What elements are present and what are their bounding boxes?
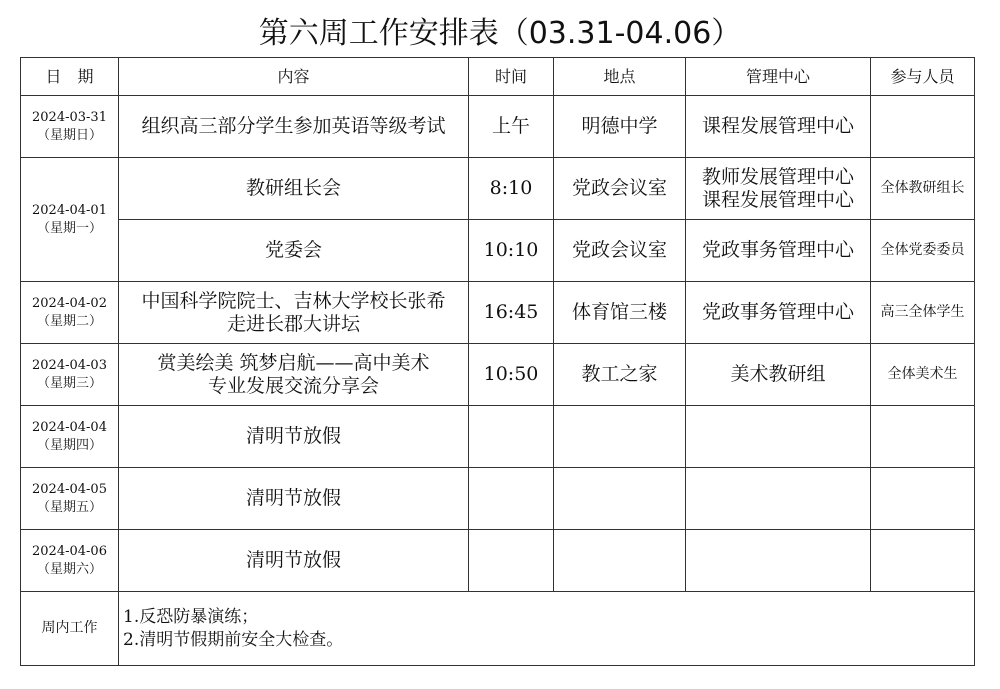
date-text: 2024-03-31 bbox=[32, 109, 107, 125]
center-cell: 教师发展管理中心 课程发展管理中心 bbox=[686, 158, 871, 220]
place-cell: 党政会议室 bbox=[554, 220, 686, 282]
footer-item: 2.清明节假期前安全大检查。 bbox=[123, 629, 344, 650]
content-cell: 中国科学院院士、吉林大学校长张希 走进长郡大讲坛 bbox=[119, 282, 469, 344]
date-text: 2024-04-04 bbox=[32, 419, 107, 435]
table-row bbox=[21, 96, 975, 158]
people-cell bbox=[871, 530, 975, 592]
people-cell bbox=[871, 468, 975, 530]
time-cell bbox=[469, 530, 554, 592]
weekday-text: （星期四） bbox=[36, 437, 102, 453]
weekday-text: （星期三） bbox=[36, 375, 102, 391]
content-cell: 党委会 bbox=[119, 220, 469, 282]
date-text: 2024-04-02 bbox=[32, 295, 107, 311]
time-cell: 10:50 bbox=[469, 344, 554, 406]
header-time: 时间 bbox=[469, 58, 554, 96]
place-cell: 教工之家 bbox=[554, 344, 686, 406]
weekday-text: （星期二） bbox=[36, 313, 102, 329]
content-cell: 清明节放假 bbox=[119, 406, 469, 468]
date-cell bbox=[21, 468, 119, 530]
place-cell: 党政会议室 bbox=[554, 158, 686, 220]
time-cell: 上午 bbox=[469, 96, 554, 158]
content-cell: 清明节放假 bbox=[119, 468, 469, 530]
content-cell: 清明节放假 bbox=[119, 530, 469, 592]
place-cell bbox=[554, 406, 686, 468]
center-cell bbox=[686, 468, 871, 530]
time-cell: 16:45 bbox=[469, 282, 554, 344]
center-cell: 美术教研组 bbox=[686, 344, 871, 406]
header-people: 参与人员 bbox=[871, 58, 975, 96]
date-text: 2024-04-05 bbox=[32, 481, 107, 497]
weekday-text: （星期日） bbox=[36, 127, 102, 143]
content-cell: 教研组长会 bbox=[119, 158, 469, 220]
date-cell bbox=[21, 344, 119, 406]
time-cell: 8:10 bbox=[469, 158, 554, 220]
page-title: 第六周工作安排表（03.31-04.06） bbox=[258, 16, 742, 51]
table-row bbox=[21, 282, 975, 344]
date-text: 2024-04-01 bbox=[32, 202, 107, 218]
footer-row bbox=[21, 592, 975, 666]
table-row bbox=[21, 406, 975, 468]
center-cell bbox=[686, 406, 871, 468]
place-cell: 明德中学 bbox=[554, 96, 686, 158]
weekday-text: （星期六） bbox=[36, 561, 102, 577]
place-cell bbox=[554, 530, 686, 592]
time-cell bbox=[469, 406, 554, 468]
date-cell bbox=[21, 530, 119, 592]
people-cell bbox=[871, 406, 975, 468]
schedule-table bbox=[20, 57, 975, 666]
date-cell bbox=[21, 96, 119, 158]
content-cell: 组织高三部分学生参加英语等级考试 bbox=[119, 96, 469, 158]
people-cell: 全体教研组长 bbox=[871, 158, 975, 220]
center-cell bbox=[686, 530, 871, 592]
header-row bbox=[21, 58, 975, 96]
people-cell: 全体党委委员 bbox=[871, 220, 975, 282]
time-cell: 10:10 bbox=[469, 220, 554, 282]
table-row bbox=[21, 344, 975, 406]
date-cell bbox=[21, 406, 119, 468]
date-text: 2024-04-06 bbox=[32, 543, 107, 559]
weekday-text: （星期一） bbox=[36, 220, 102, 236]
table-row bbox=[21, 468, 975, 530]
header-date: 日 期 bbox=[21, 58, 119, 96]
center-cell: 党政事务管理中心 bbox=[686, 220, 871, 282]
date-text: 2024-04-03 bbox=[32, 357, 107, 373]
place-cell: 体育馆三楼 bbox=[554, 282, 686, 344]
header-center: 管理中心 bbox=[686, 58, 871, 96]
table-row bbox=[21, 530, 975, 592]
footer-notes bbox=[119, 592, 975, 666]
table-row bbox=[21, 158, 975, 220]
footer-item: 1.反恐防暴演练； bbox=[123, 606, 259, 627]
header-content: 内容 bbox=[119, 58, 469, 96]
people-cell bbox=[871, 96, 975, 158]
place-cell bbox=[554, 468, 686, 530]
weekday-text: （星期五） bbox=[36, 499, 102, 515]
content-cell: 赏美绘美 筑梦启航——高中美术 专业发展交流分享会 bbox=[119, 344, 469, 406]
center-cell: 课程发展管理中心 bbox=[686, 96, 871, 158]
date-cell bbox=[21, 282, 119, 344]
time-cell bbox=[469, 468, 554, 530]
header-place: 地点 bbox=[554, 58, 686, 96]
date-cell bbox=[21, 158, 119, 282]
people-cell: 高三全体学生 bbox=[871, 282, 975, 344]
table-row bbox=[21, 220, 975, 282]
people-cell: 全体美术生 bbox=[871, 344, 975, 406]
center-cell: 党政事务管理中心 bbox=[686, 282, 871, 344]
footer-label: 周内工作 bbox=[21, 592, 119, 666]
